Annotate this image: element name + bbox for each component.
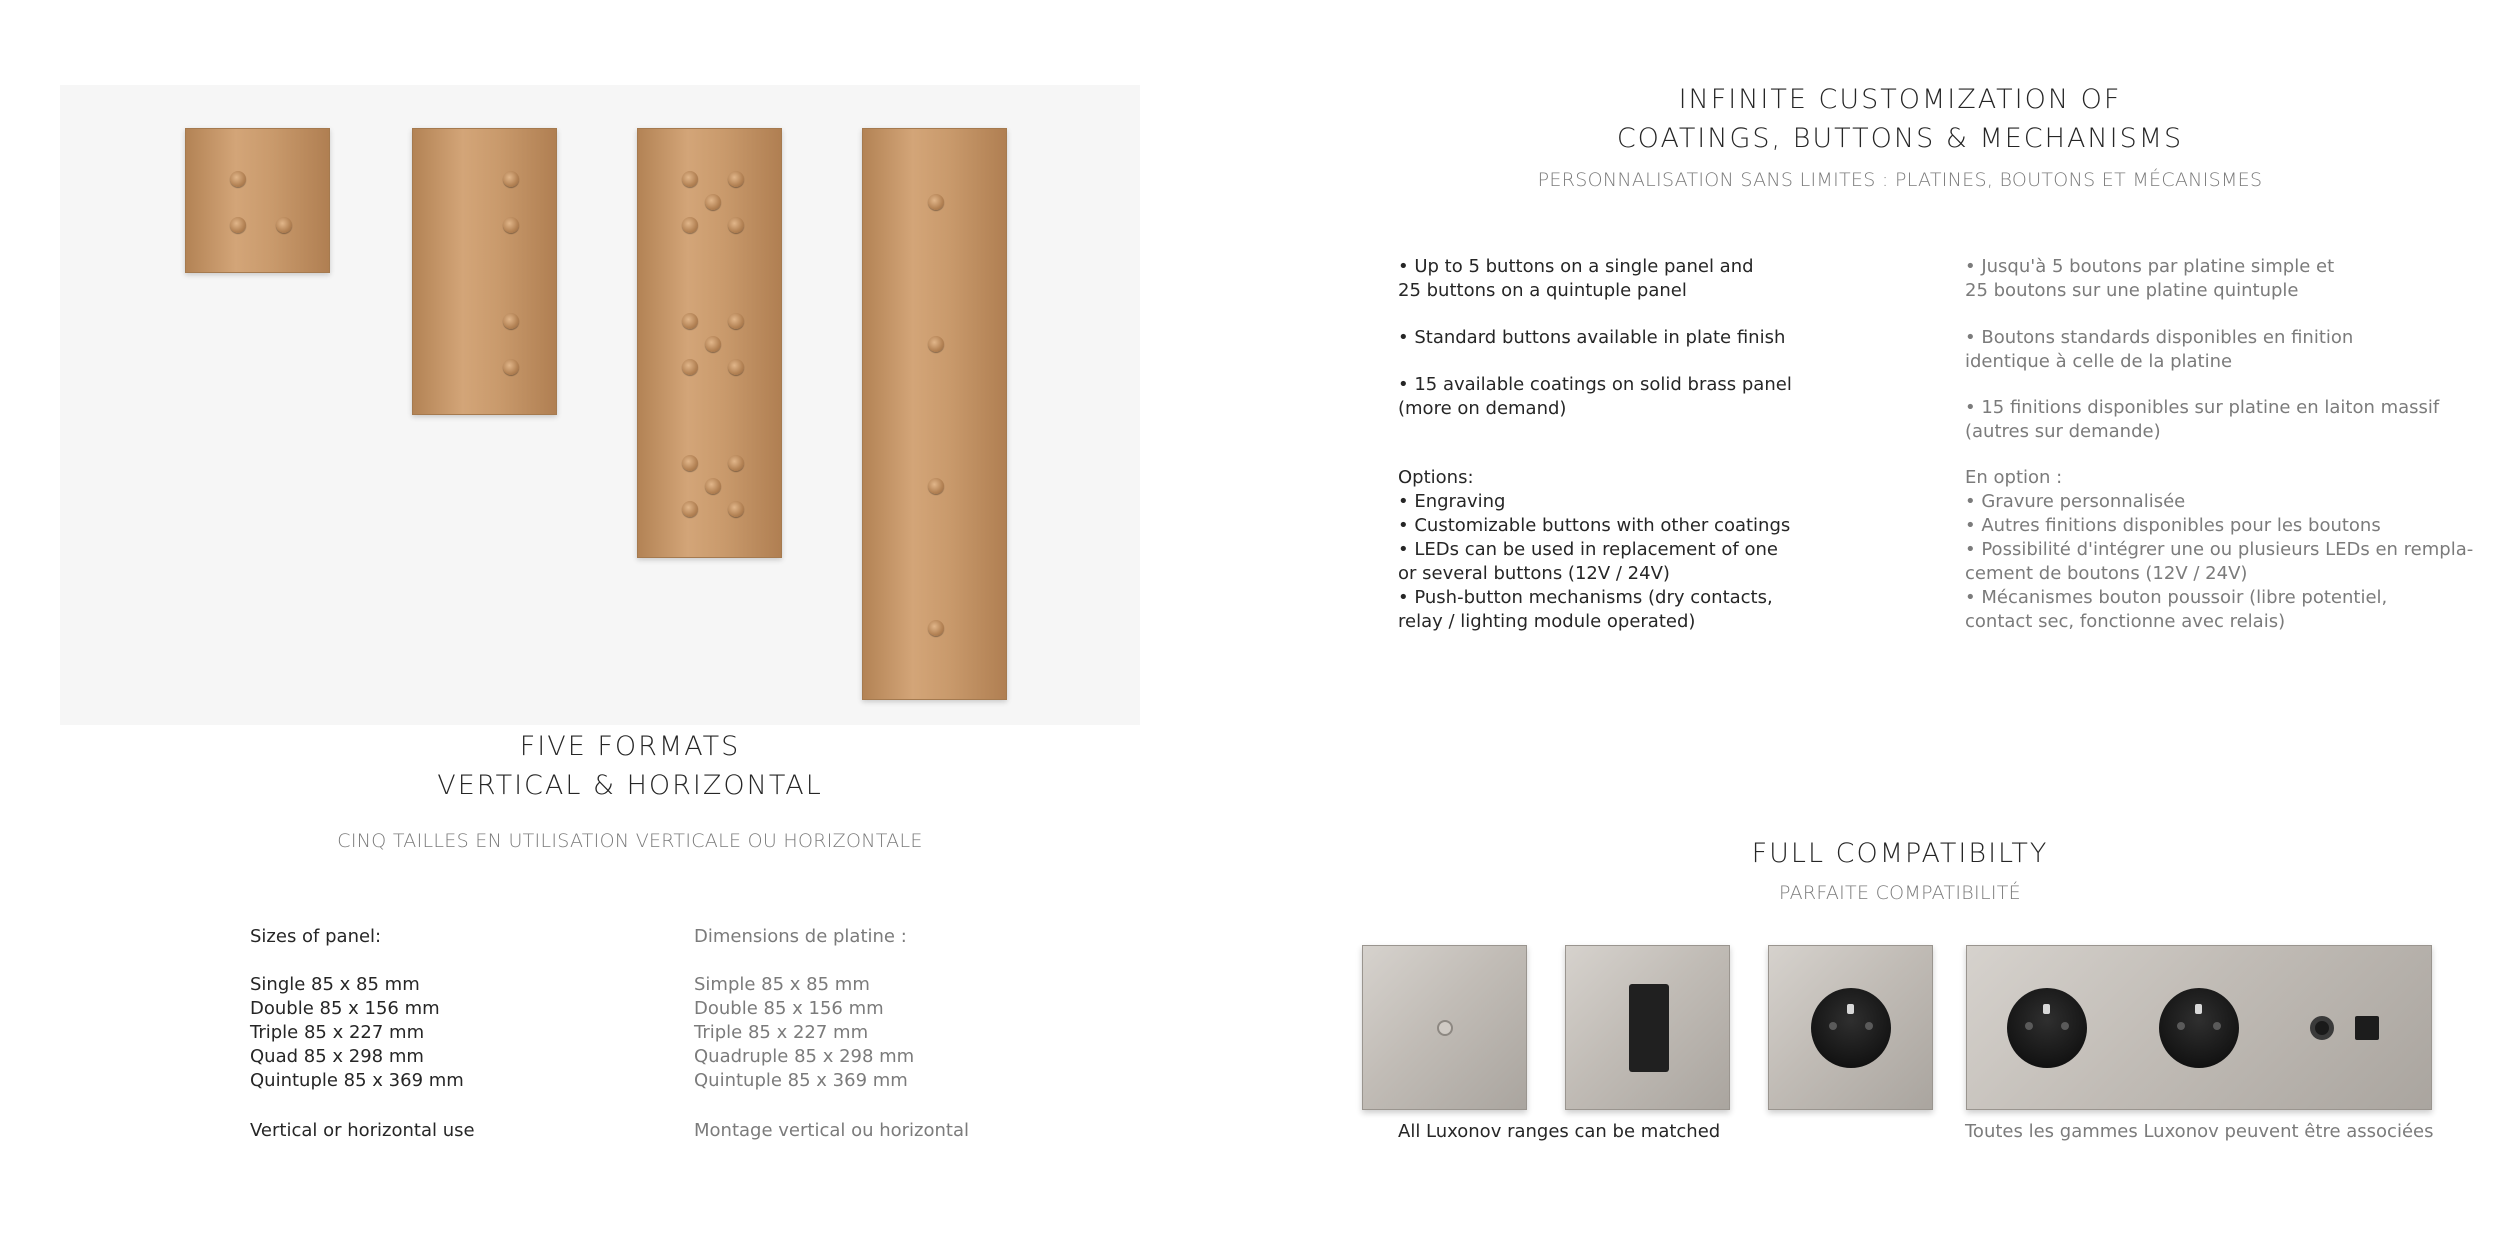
customization-fr-p1: • Jusqu'à 5 boutons par platine simple et 25 boutons sur une platine quintuple <box>1965 256 2335 301</box>
customization-en-p1: • Up to 5 buttons on a single panel and 25 buttons on a quintuple panel <box>1398 256 1754 301</box>
power-socket-icon <box>2159 988 2239 1068</box>
triple-panel-image <box>637 128 782 558</box>
ethernet-socket-icon <box>2355 1016 2379 1040</box>
customization-subtitle: PERSONNALISATION SANS LIMITES : PLATINES, BOUTONS ET MÉCANISMES <box>1537 169 2263 191</box>
tv-socket-icon <box>2310 1016 2334 1040</box>
panel-button <box>682 171 698 187</box>
panel-button <box>682 455 698 471</box>
panel-button <box>503 359 519 375</box>
panel-button <box>928 478 944 494</box>
compatibility-caption-fr: Toutes les gammes Luxonov peuvent être associées <box>1965 1121 2434 1142</box>
customization-en-options: Options: • Engraving • Customizable buttons with other coatings • LEDs can be used in replacement of one or several buttons (12V / 24V) • Push-button mechanisms (dry contacts, relay / lighting module operated) <box>1398 467 1791 632</box>
single-panel-image <box>185 128 330 273</box>
sizes-heading-en: Sizes of panel: <box>250 926 382 947</box>
power-socket-icon <box>2007 988 2087 1068</box>
panel-button <box>728 313 744 329</box>
five-formats-title <box>330 727 930 805</box>
compat-panel-socket <box>1768 945 1933 1110</box>
customization-title-line1: INFINITE CUSTOMIZATION OF <box>1678 84 2122 115</box>
use-text-fr: Montage vertical ou horizontal <box>694 1120 970 1141</box>
compat-panel-dimmer <box>1362 945 1527 1110</box>
panel-button <box>705 478 721 494</box>
panel-button <box>682 313 698 329</box>
panel-button <box>728 455 744 471</box>
panel-button <box>503 313 519 329</box>
customization-en-p3: • 15 available coatings on solid brass panel (more on demand) <box>1398 374 1792 419</box>
sizes-heading-fr: Dimensions de platine : <box>694 926 907 947</box>
push-button-icon <box>1437 1020 1453 1036</box>
panel-button <box>928 336 944 352</box>
rocker-switch-icon <box>1629 984 1669 1072</box>
panel-button <box>682 359 698 375</box>
panel-button <box>682 501 698 517</box>
quadruple-panel-image <box>862 128 1007 700</box>
panel-button <box>503 217 519 233</box>
panel-button <box>503 171 519 187</box>
five-formats-subtitle: CINQ TAILLES EN UTILISATION VERTICALE OU HORIZONTALE <box>337 830 923 852</box>
panel-button <box>705 336 721 352</box>
customization-en-p2: • Standard buttons available in plate finish <box>1398 327 1786 348</box>
compatibility-caption-en: All Luxonov ranges can be matched <box>1398 1121 1721 1142</box>
panel-button <box>705 194 721 210</box>
sizes-list-fr: Simple 85 x 85 mm Double 85 x 156 mm Triple 85 x 227 mm Quadruple 85 x 298 mm Quintuple 85 x 369 mm <box>694 974 915 1091</box>
compatibility-title: FULL COMPATIBILTY <box>1751 838 2049 869</box>
panel-button <box>682 217 698 233</box>
panel-button <box>928 194 944 210</box>
power-socket-icon <box>1811 988 1891 1068</box>
panel-button <box>230 217 246 233</box>
panel-button <box>728 359 744 375</box>
panel-button <box>728 171 744 187</box>
five-formats-title-line1: FIVE FORMATS <box>519 731 741 762</box>
customization-title-line2: COATINGS, BUTTONS & MECHANISMS <box>1616 123 2184 154</box>
compatibility-subtitle: PARFAITE COMPATIBILITÉ <box>1779 882 2021 904</box>
sizes-list-en: Single 85 x 85 mm Double 85 x 156 mm Triple 85 x 227 mm Quad 85 x 298 mm Quintuple 85 x 369 mm <box>250 974 464 1091</box>
compat-panel-switch <box>1565 945 1730 1110</box>
panel-button <box>728 501 744 517</box>
panel-button <box>230 171 246 187</box>
panel-button <box>728 217 744 233</box>
five-formats-title-line2: VERTICAL & HORIZONTAL <box>437 770 823 801</box>
compat-panel-multi <box>1966 945 2432 1110</box>
double-panel-image <box>412 128 557 415</box>
customization-fr-p2: • Boutons standards disponibles en finition identique à celle de la platine <box>1965 327 2354 372</box>
customization-fr-options: En option : • Gravure personnalisée • Autres finitions disponibles pour les boutons • Possibilité d'intégrer une ou plusieurs LEDs en rempla- cement de boutons (12V / 24V) • Mécanismes bouton poussoir (libre potentiel, contact sec, fonctionne avec relais) <box>1965 467 2474 632</box>
customization-title <box>1550 80 2250 158</box>
panel-button <box>928 620 944 636</box>
customization-fr-p3: • 15 finitions disponibles sur platine en laiton massif (autres sur demande) <box>1965 397 2440 442</box>
panel-button <box>276 217 292 233</box>
use-text-en: Vertical or horizontal use <box>250 1120 475 1141</box>
